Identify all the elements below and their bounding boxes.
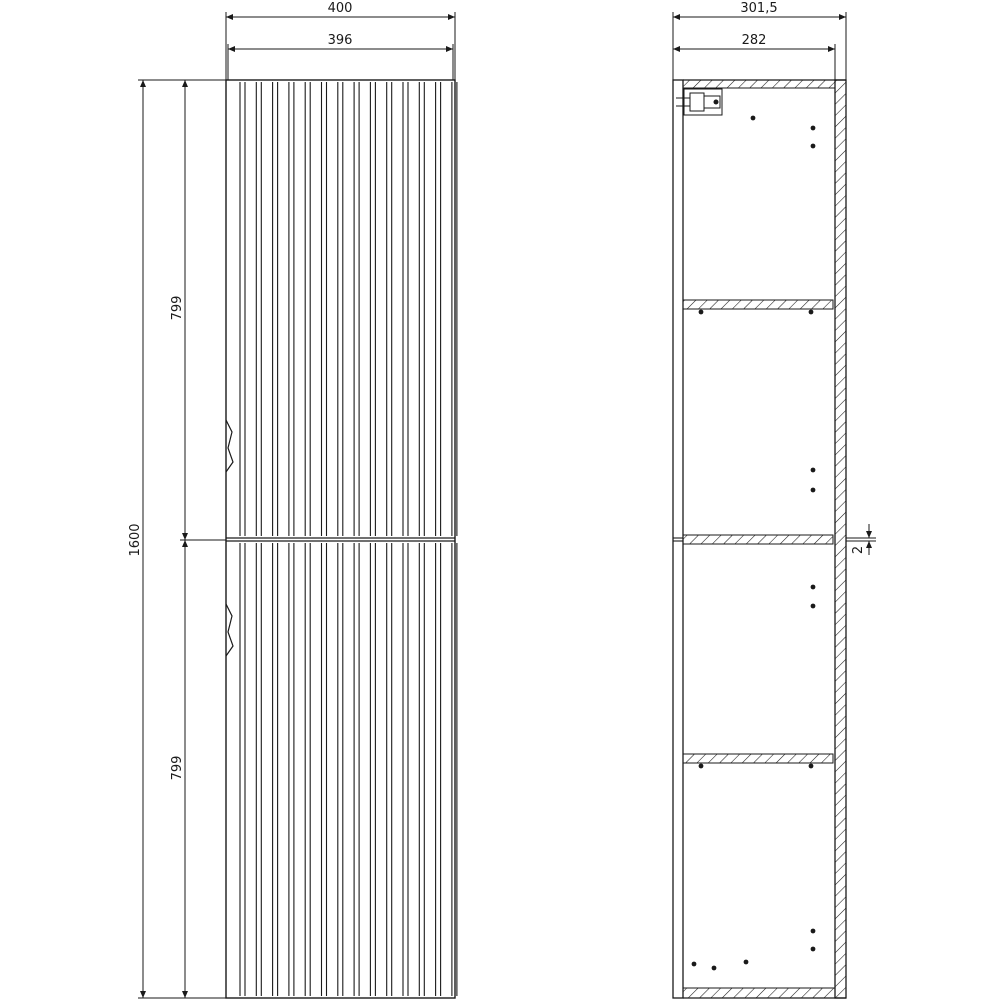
pin-hole — [699, 310, 704, 315]
dimension-overall-width-label: 400 — [327, 1, 353, 16]
top-panel — [683, 80, 835, 88]
cabinet-front — [226, 80, 457, 998]
dimension-overall-height-label: 1600 — [128, 523, 143, 557]
dimension-door-width-label: 396 — [327, 33, 353, 48]
dimension-lower-door-height — [170, 540, 185, 998]
dimension-overall-height — [128, 80, 226, 998]
pin-hole — [811, 488, 816, 493]
pin-hole — [811, 929, 816, 934]
dimension-upper-door-height-label: 799 — [170, 295, 185, 321]
pin-hole — [712, 966, 717, 971]
side-view — [673, 1, 876, 998]
front-view — [128, 1, 457, 998]
dimension-door-width — [228, 33, 453, 80]
shelf-1 — [683, 300, 833, 309]
dimension-inner-depth-label: 282 — [741, 33, 767, 48]
lower-door-handle-groove — [226, 604, 233, 656]
dimension-overall-depth-label: 301,5 — [740, 1, 778, 16]
pin-hole — [751, 116, 756, 121]
dimension-lower-door-height-label: 799 — [170, 755, 185, 781]
pin-hole — [811, 604, 816, 609]
dimension-inner-depth — [673, 33, 835, 80]
fluted-door-panels — [240, 82, 457, 996]
dimension-upper-door-height — [170, 80, 226, 540]
pin-hole — [692, 962, 697, 967]
pin-hole — [811, 144, 816, 149]
dimension-door-gap-label: 2 — [851, 545, 866, 555]
pin-hole — [809, 764, 814, 769]
pin-hole — [809, 310, 814, 315]
pin-hole — [811, 947, 816, 952]
door-panel — [673, 80, 683, 998]
upper-door-handle-groove — [226, 420, 233, 472]
pin-hole — [744, 960, 749, 965]
shelf-3 — [683, 754, 833, 763]
pin-hole — [811, 126, 816, 131]
back-panel — [835, 80, 846, 998]
pin-hole — [811, 585, 816, 590]
shelf-2 — [683, 535, 833, 544]
bottom-panel — [683, 988, 835, 998]
dimension-door-gap — [846, 524, 876, 555]
pin-hole — [811, 468, 816, 473]
pin-hole — [699, 764, 704, 769]
cabinet-side-section — [673, 80, 846, 998]
